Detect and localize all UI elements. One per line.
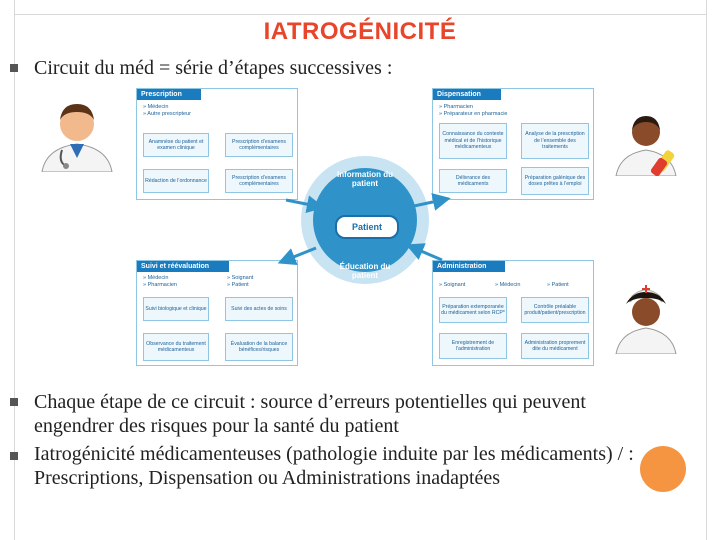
pharmacist-icon xyxy=(612,104,684,176)
bullet-text-2: Chaque étape de ce circuit : source d’erreurs potentielles qui peuvent xyxy=(34,391,586,413)
administration-role: » Patient xyxy=(547,282,569,288)
prescription-header: Prescription xyxy=(137,89,201,100)
bullet-marker xyxy=(10,398,18,406)
arrow-administration-to-circle xyxy=(414,248,442,260)
information-label: Information du patient xyxy=(337,170,393,188)
frame-top-line xyxy=(14,14,706,15)
flow-arrows xyxy=(136,88,594,366)
dispensation-cell: Préparation galénique des doses prêtes à l’emploi xyxy=(521,167,589,195)
administration-role: » Médecin xyxy=(495,282,521,288)
doctor-icon xyxy=(32,92,122,172)
arrow-circle-to-dispensation xyxy=(414,200,442,206)
orange-circle-decoration xyxy=(640,446,686,492)
bullet-text-2-cont: engendrer des risques pour la santé du patient xyxy=(34,415,399,437)
bullet-text-3-cont: Prescriptions, Dispensation ou Administrations inadaptées xyxy=(34,467,501,489)
dispensation-role: » Préparateur en pharmacie xyxy=(439,111,508,117)
bullet-text-3: Iatrogénicité médicamenteuses (pathologie induite par les médicaments) / : xyxy=(34,443,634,465)
prescription-cell: Prescription d’examens complémentaires xyxy=(225,169,293,193)
suivi-header: Suivi et réévaluation xyxy=(137,261,229,272)
prescription-cell: Rédaction de l’ordonnance xyxy=(143,169,209,193)
dispensation-cell: Analyse de la prescription de l’ensemble des traitements xyxy=(521,123,589,159)
education-label: Éducation du patient xyxy=(339,262,391,280)
prescription-cell: Prescription d’examens complémentaires xyxy=(225,133,293,157)
slide-title: IATROGÉNICITÉ xyxy=(263,18,457,45)
prescription-role: » Autre prescripteur xyxy=(143,111,191,117)
suivi-role: » Médecin xyxy=(143,275,169,281)
frame-right-line xyxy=(706,0,707,540)
arrow-prescription-to-circle xyxy=(286,200,316,206)
patient-label: Patient xyxy=(335,215,399,239)
suivi-cell: Suivi des actes de soins xyxy=(225,297,293,321)
dispensation-header: Dispensation xyxy=(433,89,501,100)
administration-role: » Soignant xyxy=(439,282,466,288)
suivi-cell: Suivi biologique et clinique xyxy=(143,297,209,321)
administration-cell: Enregistrement de l’administration xyxy=(439,333,507,359)
prescription-cell: Anamnèse du patient et examen clinique xyxy=(143,133,209,157)
prescription-role: » Médecin xyxy=(143,104,169,110)
arrow-circle-to-suivi xyxy=(286,248,316,260)
suivi-role: » Soignant xyxy=(227,275,254,281)
dispensation-cell: Connaissance du contexte médical et de l’historique médicamenteux xyxy=(439,123,507,159)
bullet-text-1: Circuit du méd = série d’étapes successives : xyxy=(34,57,393,79)
administration-cell: Contrôle préalable produit/patient/prescription xyxy=(521,297,589,323)
medication-circuit-diagram xyxy=(136,88,594,366)
suivi-role: » Pharmacien xyxy=(143,282,177,288)
bullet-marker xyxy=(10,64,18,72)
dispensation-cell: Délivrance des médicaments xyxy=(439,169,507,193)
suivi-cell: Évaluation de la balance bénéfices/risques xyxy=(225,333,293,361)
administration-header: Administration xyxy=(433,261,505,272)
suivi-role: » Patient xyxy=(227,282,249,288)
nurse-icon xyxy=(612,282,684,354)
dispensation-role: » Pharmacien xyxy=(439,104,473,110)
administration-cell: Administration proprement dite du médicament xyxy=(521,333,589,359)
suivi-cell: Observance du traitement médicamenteux xyxy=(143,333,209,361)
administration-cell: Préparation extemporanée du médicament selon RCP* xyxy=(439,297,507,323)
bullet-marker xyxy=(10,452,18,460)
